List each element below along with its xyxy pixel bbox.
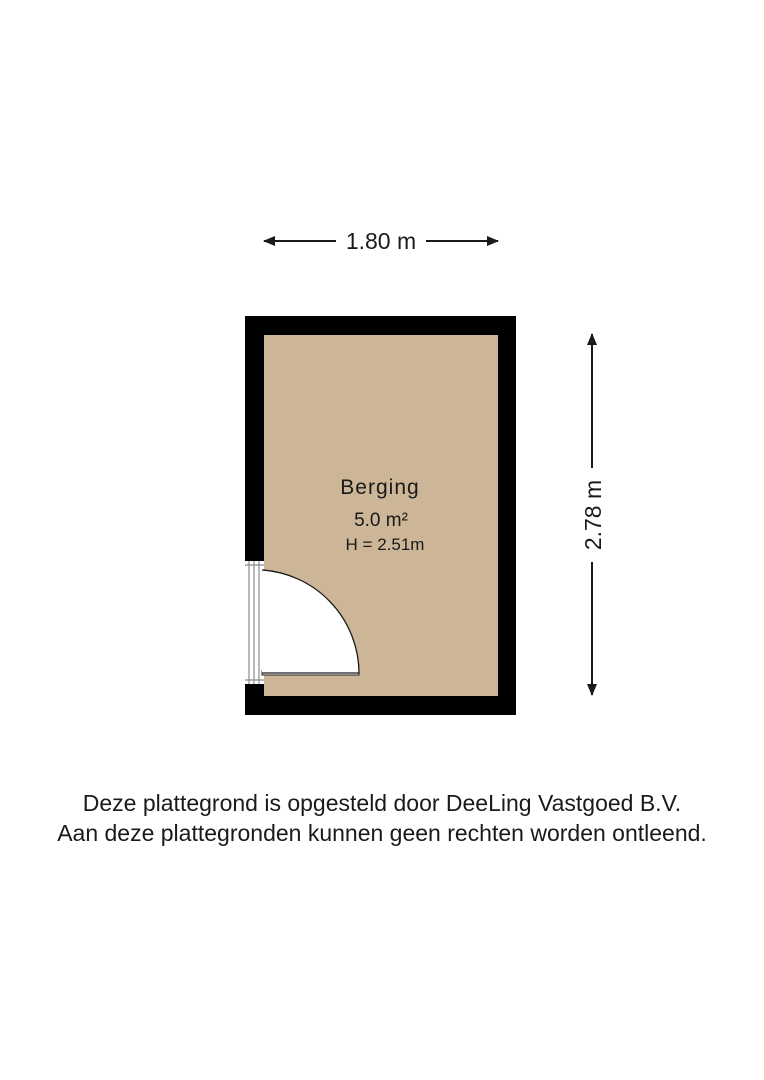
disclaimer-line-1: Deze plattegrond is opgesteld door DeeLing Vastgoed B.V. — [82, 790, 682, 816]
room-berging — [245, 316, 516, 715]
width-dimension — [264, 228, 498, 254]
height-dimension — [580, 334, 606, 695]
disclaimer — [0, 788, 764, 848]
room-area-label: 5.0 m² — [354, 510, 408, 531]
room-height-label: H = 2.51m — [345, 535, 425, 554]
room-name-label: Berging — [340, 476, 420, 499]
disclaimer-line-2: Aan deze plattegronden kunnen geen rechten worden ontleend. — [57, 820, 707, 846]
height-dimension-label: 2.78 m — [580, 479, 606, 551]
width-dimension-label: 1.80 m — [345, 228, 417, 254]
